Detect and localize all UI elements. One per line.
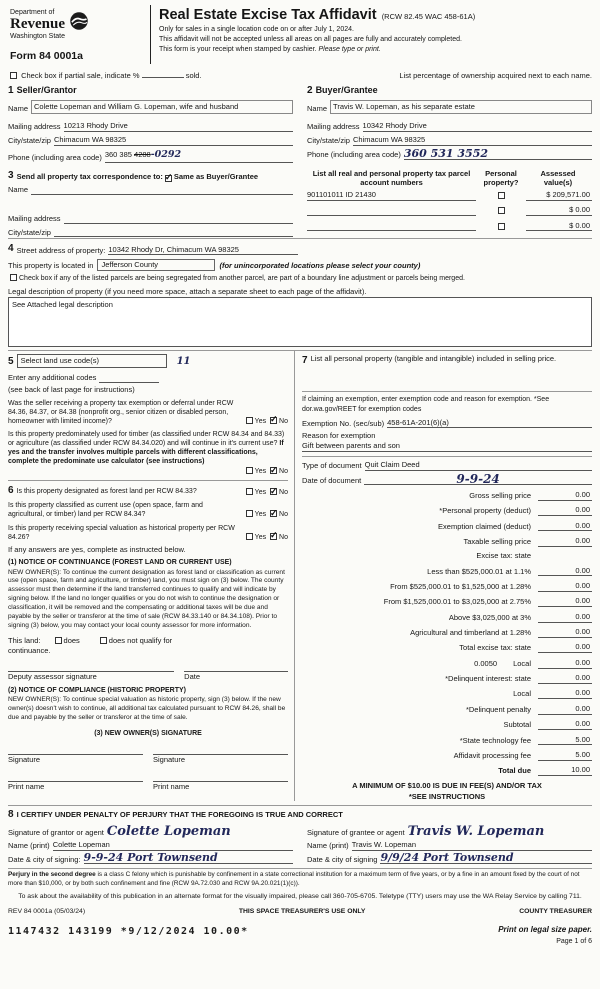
- grantor-date-city-input[interactable]: 9-9-24 Port Townsend: [84, 853, 293, 864]
- land-use-code-select[interactable]: Select land use code(s): [17, 354, 167, 368]
- no-label: No: [279, 468, 288, 476]
- tax-line-value[interactable]: 0.00: [538, 490, 592, 501]
- grantee-print-name-input[interactable]: Travis W. Lopeman: [352, 840, 592, 851]
- segregated-label: Check box if any of the listed parcels are being segregated from another parcel, are part of a boundary line adjustment or parcels being merged.: [19, 275, 465, 283]
- street-address-label: Street address of property:: [16, 245, 106, 255]
- partial-sale-checkbox[interactable]: [10, 72, 17, 79]
- yes-label: Yes: [254, 468, 267, 476]
- assessed-value-input[interactable]: $ 0.00: [526, 205, 592, 216]
- predominate-use-note: If yes and the transfer involves multiple parcels with different classifications, complete the predominate use calculator (see instructions): [8, 439, 284, 466]
- this-land-label: This land:: [8, 635, 41, 645]
- correspondence-mailing-label: Mailing address: [8, 214, 61, 224]
- does-not-label: does not qualify for: [108, 635, 173, 645]
- reason-for-exemption-label: Reason for exemption: [302, 431, 376, 441]
- grantee-date-city-input[interactable]: 9/9/24 Port Townsend: [380, 853, 592, 864]
- seller-name-input[interactable]: Colette Lopeman and William G. Lopeman, wife and husband: [31, 100, 293, 114]
- land-use-section: [8, 354, 288, 476]
- tax-line-value[interactable]: 5.00: [538, 750, 592, 761]
- tax-line-label: From $1,525,000.01 to $3,025,000 at 2.75%: [383, 597, 531, 607]
- tax-line-label: *State technology fee: [459, 735, 531, 745]
- seller-mailing-label: Mailing address: [8, 121, 61, 131]
- deputy-assessor-label: Deputy assessor signature: [8, 672, 97, 682]
- sec6-q1-no-checkbox[interactable]: [270, 488, 277, 495]
- buyer-mailing-input[interactable]: 10342 Rhody Drive: [363, 121, 592, 132]
- exemption-no-label: Exemption No. (sec/sub): [302, 418, 385, 428]
- section-7-number: 7: [302, 355, 308, 367]
- personal-property-checkbox[interactable]: [498, 223, 505, 230]
- section-3-number: 3: [8, 169, 14, 181]
- county-treasurer-label: COUNTY TREASURER: [519, 907, 592, 915]
- personal-property-checkbox[interactable]: [498, 192, 505, 199]
- legal-description-input[interactable]: See Attached legal description: [8, 297, 592, 347]
- correspondence-name-label: Name: [8, 185, 29, 195]
- tax-line-value[interactable]: 0.00: [538, 719, 592, 730]
- parcel-number-input[interactable]: 901101011 ID 21430: [307, 190, 476, 201]
- parcel-number-input[interactable]: [307, 206, 476, 216]
- tax-line-value[interactable]: 0.00: [538, 566, 592, 577]
- assessed-value-input[interactable]: $ 209,571.00: [526, 190, 592, 201]
- correspondence-city-label: City/state/zip: [8, 227, 51, 237]
- seller-mailing-input[interactable]: 10213 Rhody Drive: [64, 121, 293, 132]
- land-does-checkbox[interactable]: [55, 637, 62, 644]
- minimum-due-note: A MINIMUM OF $10.00 IS DUE IN FEE(S) AND/OR TAX: [352, 780, 542, 790]
- tax-line-label: Exemption claimed (deduct): [438, 521, 531, 531]
- tax-line-label: *Delinquent interest: state: [445, 674, 531, 684]
- dept-of-label: Department of: [10, 9, 55, 16]
- tax-line-value[interactable]: 0.00: [538, 596, 592, 607]
- seller-phone-struck: 4288: [134, 150, 151, 160]
- header-note-1: Only for sales in a single location code on or after July 1, 2024.: [159, 25, 354, 33]
- buyer-phone-label: Phone (including area code): [307, 150, 401, 160]
- tax-line-value[interactable]: 0.00: [538, 673, 592, 684]
- new-owner-signature-input[interactable]: [153, 746, 288, 755]
- exemption-block: [302, 391, 592, 452]
- section-1-number: 1: [8, 84, 14, 96]
- cashier-stamp: 1147432 143199 *9/12/2024 10.00*: [8, 925, 249, 937]
- tax-line-label: Above $3,025,000 at 3%: [448, 612, 531, 622]
- buyer-name-input[interactable]: Travis W. Lopeman, as his separate estate: [330, 100, 592, 114]
- tax-line-label: Less than $525,000.01 at 1.1%: [427, 566, 531, 576]
- personal-property-intro: List all personal property (tangible and intangible) included in selling price.: [310, 354, 557, 364]
- tax-line-value[interactable]: 5.00: [538, 735, 592, 746]
- unincorporated-note: (for unincorporated locations please select your county): [219, 260, 421, 270]
- tax-line-value[interactable]: 0.00: [538, 704, 592, 715]
- correspondence-name-input[interactable]: [31, 186, 293, 195]
- parcel-row: [307, 221, 592, 232]
- yes-label: Yes: [254, 511, 267, 519]
- forest-land-section: [8, 480, 288, 791]
- land-does-not-checkbox[interactable]: [100, 637, 107, 644]
- yes-label: Yes: [254, 533, 267, 541]
- tax-line-label: Local: [513, 658, 531, 668]
- section-6-number: 6: [8, 485, 14, 497]
- timber-agriculture-question: Is this property predominately used for timber (as classified under RCW 84.34 and 84.33) or agriculture (as classified under RCW 84.34.020) and will continue in it's current use?: [8, 430, 285, 447]
- sec6-q1-yes-checkbox[interactable]: [246, 488, 253, 495]
- does-label: does: [63, 635, 80, 645]
- tax-correspondence-section: [8, 169, 293, 238]
- yes-label: Yes: [254, 417, 267, 425]
- buyer-city-input[interactable]: Chimacum WA 98325: [353, 135, 592, 146]
- seller-grantor-title: Seller/Grantor: [16, 84, 77, 95]
- notice-compliance-text: NEW OWNER(S): To continue special valuation as historic property, sign (3) below. If the new owner(s) doesn't wish to continue, all additional tax calculated pursuant to RCW 84.26, shall be due and payable by the seller or transferor at the time of sale.: [8, 696, 286, 721]
- total-due-label: Total due: [498, 766, 531, 776]
- tax-line-value: [538, 552, 592, 561]
- no-label: No: [279, 533, 288, 541]
- personal-property-header: Personal property?: [483, 168, 519, 188]
- no-label: No: [279, 417, 288, 425]
- continuance-label: continuance.: [8, 645, 51, 655]
- tax-line-label: *Delinquent penalty: [465, 704, 531, 714]
- total-due-value[interactable]: 10.00: [538, 765, 592, 776]
- tax-line-value[interactable]: 0.00: [538, 505, 592, 516]
- middle-columns: [8, 350, 592, 801]
- agency-block: [8, 5, 150, 64]
- county-select[interactable]: Jefferson County: [97, 259, 215, 271]
- grantor-signature-input[interactable]: Colette Lopeman: [106, 823, 231, 839]
- perjury-bold: Perjury in the second degree: [8, 871, 96, 879]
- sec5-q2-no-checkbox[interactable]: [270, 467, 277, 474]
- sec5-q1-yes-checkbox[interactable]: [246, 417, 253, 424]
- seller-city-label: City/state/zip: [8, 136, 51, 146]
- treasurer-space-label: THIS SPACE TREASURER'S USE ONLY: [238, 907, 366, 915]
- partial-sale-row: [8, 67, 592, 84]
- no-label: No: [279, 489, 288, 497]
- type-or-print-note: Please type or print.: [318, 46, 381, 54]
- buyer-phone-input[interactable]: 360 531 3552: [404, 149, 592, 160]
- washington-state-label: Washington State: [10, 33, 65, 41]
- notice-continuance-heading: (1) NOTICE OF CONTINUANCE (FOREST LAND OR CURRENT USE): [8, 559, 232, 567]
- grantee-print-name-label: Name (print): [307, 841, 349, 851]
- located-in-label: This property is located in: [8, 260, 94, 270]
- sec6-q3-no-checkbox[interactable]: [270, 533, 277, 540]
- header-note-2: This affidavit will not be accepted unless all areas on all pages are fully and accurately completed.: [159, 35, 462, 43]
- tax-line-label: Gross selling price: [469, 491, 531, 501]
- reason-for-exemption-input[interactable]: Gift between parents and son: [302, 441, 592, 452]
- correspondence-city-input[interactable]: [54, 228, 293, 237]
- forest-land-question: Is this property designated as forest land per RCW 84.33?: [16, 488, 197, 496]
- dept-revenue-logo-icon: [69, 11, 89, 31]
- buyer-grantee-section: [307, 84, 592, 163]
- section-8-number: 8: [8, 809, 14, 821]
- tax-line-label: Excise tax: state: [476, 551, 531, 561]
- buyer-city-label: City/state/zip: [307, 136, 350, 146]
- same-as-buyer-checkbox[interactable]: [165, 175, 172, 182]
- exemption-note: If claiming an exemption, enter exemption code and reason for exemption. *See dor.wa.gov/REET for exemption codes: [302, 396, 550, 413]
- see-instructions-note: *SEE INSTRUCTIONS: [408, 791, 486, 801]
- land-use-code-handwritten: 11: [176, 356, 191, 368]
- parcel-numbers-header: List all real and personal property tax parcel account numbers: [312, 168, 471, 188]
- parcel-table: [307, 169, 592, 238]
- sec6-q2-yes-checkbox[interactable]: [246, 510, 253, 517]
- grantor-signature-block: [8, 823, 293, 864]
- personal-property-checkbox[interactable]: [498, 207, 505, 214]
- revenue-wordmark: Revenue: [10, 16, 65, 33]
- correspondence-and-parcels-section: [8, 169, 592, 238]
- date-of-document-label: Date of document: [302, 475, 362, 485]
- tax-line-label: Affidavit processing fee: [453, 750, 531, 760]
- segregated-checkbox[interactable]: [10, 274, 17, 281]
- grantor-print-name-input[interactable]: Colette Lopeman: [53, 840, 293, 851]
- grantee-date-city-label: Date & city of signing: [307, 854, 378, 864]
- correspondence-title: Send all property tax correspondence to:: [16, 171, 163, 181]
- parties-section: [8, 84, 592, 163]
- tax-line-value[interactable]: 0.00: [538, 581, 592, 592]
- seller-grantor-section: [8, 84, 293, 163]
- section-5-number: 5: [8, 356, 14, 368]
- rev-form-id: REV 84 0001a (05/03/24): [8, 907, 86, 915]
- seller-name-label: Name: [8, 104, 29, 114]
- sec5-q1-no-checkbox[interactable]: [270, 417, 277, 424]
- seller-city-input[interactable]: Chimacum WA 98325: [54, 135, 293, 146]
- date-of-document-input[interactable]: 9-9-24: [364, 474, 592, 485]
- tax-line-value[interactable]: 0.00: [538, 627, 592, 638]
- tax-line-label: Local: [513, 689, 531, 699]
- partial-sale-percent-input[interactable]: [142, 69, 184, 78]
- tax-line-label: Taxable selling price: [463, 537, 531, 547]
- form-number: Form 84 0001a: [10, 50, 83, 63]
- perjury-rest: is a class C felony which is punishable by confinement in a state correctional institution for a maximum term of five years, or by a fine in an amount fixed by the court of not more than $10,000, or by both such confinement and fine (RCW 9A.72.030 and RCW 9A.20.021(1)(c)).: [8, 871, 580, 888]
- assessed-values-header: Assessed value(s): [540, 168, 576, 188]
- tax-line-value[interactable]: 0.00: [538, 612, 592, 623]
- tax-line-value[interactable]: 0.00: [538, 688, 592, 699]
- correspondence-mailing-input[interactable]: [64, 215, 293, 224]
- signature-label: Signature: [8, 754, 41, 764]
- parcel-number-input[interactable]: [307, 221, 476, 231]
- tax-line-value[interactable]: 0.00: [538, 536, 592, 547]
- form-title: Real Estate Excise Tax Affidavit: [159, 7, 377, 23]
- tax-line-label: Total excise tax: state: [459, 643, 531, 653]
- alternate-format-notice: To ask about the availability of this publication in an alternate format for the visually impaired, please call 360-705-6705. Teletype (TTY) users may use the WA Relay Service by calling 711.: [18, 893, 582, 901]
- partial-sale-sold-label: sold.: [185, 70, 202, 80]
- historical-property-question: Is this property receiving special valuation as historical property per RCW 84.26?: [8, 524, 235, 541]
- street-address-input[interactable]: 10342 Rhody Dr, Chimacum WA 98325: [108, 245, 298, 256]
- new-owner-signature-input[interactable]: [8, 746, 143, 755]
- type-of-document-label: Type of document: [302, 460, 362, 470]
- grantor-signature-label: Signature of grantor or agent: [8, 827, 104, 837]
- certification-section: [8, 805, 592, 864]
- section-4-number: 4: [8, 243, 14, 255]
- notice-compliance-heading: (2) NOTICE OF COMPLIANCE (HISTORIC PROPERTY): [8, 687, 186, 695]
- buyer-grantee-title: Buyer/Grantee: [315, 84, 378, 95]
- sec5-q2-yes-checkbox[interactable]: [246, 467, 253, 474]
- tax-line-label: From $525,000.01 to $1,525,000 at 1.28%: [390, 582, 531, 592]
- additional-codes-label: Enter any additional codes: [8, 373, 97, 383]
- seller-phone-handwritten: -0292: [150, 149, 182, 161]
- exemption-no-input[interactable]: 458-61A-201(6)(a): [387, 418, 592, 429]
- print-name-label: Print name: [153, 781, 190, 791]
- grantee-signature-label: Signature of grantee or agent: [307, 827, 405, 837]
- certify-statement: I CERTIFY UNDER PENALTY OF PERJURY THAT THE FOREGOING IS TRUE AND CORRECT: [16, 810, 343, 820]
- tax-computation: [302, 490, 592, 801]
- tax-line-value[interactable]: 0.00: [538, 658, 592, 669]
- buyer-mailing-label: Mailing address: [307, 121, 360, 131]
- type-of-document-input[interactable]: Quit Claim Deed: [365, 460, 592, 471]
- tax-line-label: *Personal property (deduct): [439, 506, 531, 516]
- buyer-name-label: Name: [307, 104, 328, 114]
- grantee-signature-input[interactable]: Travis W. Lopeman: [407, 823, 545, 839]
- tax-line-label: Subtotal: [503, 720, 531, 730]
- print-name-label: Print name: [8, 781, 45, 791]
- form-header: [8, 5, 592, 64]
- notice-continuance-text: NEW OWNER(S): To continue the current designation as forest land or classification as current use (open space, farm and agriculture, or timber) land, you must sign on (3) below. The county assessor must then determine if the land transferred continues to qualify and will indicate by signing below. If the land no longer qualifies or you do not wish to continue the designation or classification, it will be removed and the compensating or additional taxes will be due and payable by the seller or transferor at the time of sale (RCW 84.33.140 or 84.34.108). Prior to signing (3) below, you may contact your local county assessor for more information.: [8, 568, 285, 629]
- no-label: No: [279, 511, 288, 519]
- deputy-date-input[interactable]: [184, 663, 288, 672]
- seller-phone-label: Phone (including area code): [8, 152, 102, 162]
- legal-size-note: Print on legal size paper.: [498, 924, 592, 934]
- tax-line-label: Agricultural and timberland at 1.28%: [410, 628, 531, 638]
- document-block: [302, 456, 592, 485]
- header-note-3: This form is your receipt when stamped by cashier.: [159, 46, 319, 54]
- tax-line-value[interactable]: 0.00: [538, 521, 592, 532]
- legal-description-label: Legal description of property (if you need more space, attach a separate sheet to each page of the affidavit).: [8, 286, 367, 296]
- parcel-row: [307, 190, 592, 201]
- date-label: Date: [184, 672, 200, 682]
- additional-codes-input[interactable]: [99, 374, 159, 383]
- grantor-print-name-label: Name (print): [8, 841, 50, 851]
- title-block: [150, 5, 592, 64]
- assessed-value-input[interactable]: $ 0.00: [526, 221, 592, 232]
- footer-row: [8, 908, 592, 917]
- page-number: Page 1 of 6: [556, 937, 592, 945]
- if-yes-note: If any answers are yes, complete as instructed below.: [8, 544, 186, 554]
- signature-label: Signature: [153, 754, 186, 764]
- right-column: [295, 351, 592, 801]
- local-rate-value: 0.0050: [474, 658, 498, 668]
- parcel-row: [307, 205, 592, 216]
- ownership-percentage-note: List percentage of ownership acquired next to each name.: [399, 70, 592, 80]
- property-address-section: [8, 238, 592, 347]
- grantee-signature-block: [307, 823, 592, 864]
- new-owner-print-name-input[interactable]: [8, 773, 143, 782]
- rcw-reference: (RCW 82.45 WAC 458-61A): [381, 12, 476, 21]
- bottom-row: [8, 925, 592, 946]
- see-back-note: (see back of last page for instructions): [8, 384, 135, 394]
- deputy-assessor-signature-input[interactable]: [8, 663, 174, 672]
- sec6-q3-yes-checkbox[interactable]: [246, 533, 253, 540]
- current-use-question: Is this property classified as current use (open space, farm and agricultural, or timber) land per RCW 84.34?: [8, 502, 203, 519]
- section-2-number: 2: [307, 84, 313, 96]
- tax-line-value[interactable]: 0.00: [538, 642, 592, 653]
- grantor-date-city-label: Date & city of signing:: [8, 854, 81, 864]
- personal-property-list-input[interactable]: [302, 367, 592, 387]
- seller-phone-input[interactable]: 360 385 4288-0292: [105, 149, 293, 162]
- sec6-q2-no-checkbox[interactable]: [270, 510, 277, 517]
- partial-sale-label: Check box if partial sale, indicate %: [21, 70, 140, 80]
- same-as-buyer-label: Same as Buyer/Grantee: [173, 171, 259, 181]
- yes-label: Yes: [254, 489, 267, 497]
- left-column: [8, 351, 295, 801]
- new-owner-print-name-input[interactable]: [153, 773, 288, 782]
- perjury-notice: [8, 868, 592, 889]
- exemption-deferral-question: Was the seller receiving a property tax exemption or deferral under RCW 84.36, 84.37, or 84.38 (nonprofit org., senior citizen or disabled person, homeowner with limited income)?: [8, 399, 234, 425]
- new-owners-signature-heading: (3) NEW OWNER(S) SIGNATURE: [94, 729, 202, 737]
